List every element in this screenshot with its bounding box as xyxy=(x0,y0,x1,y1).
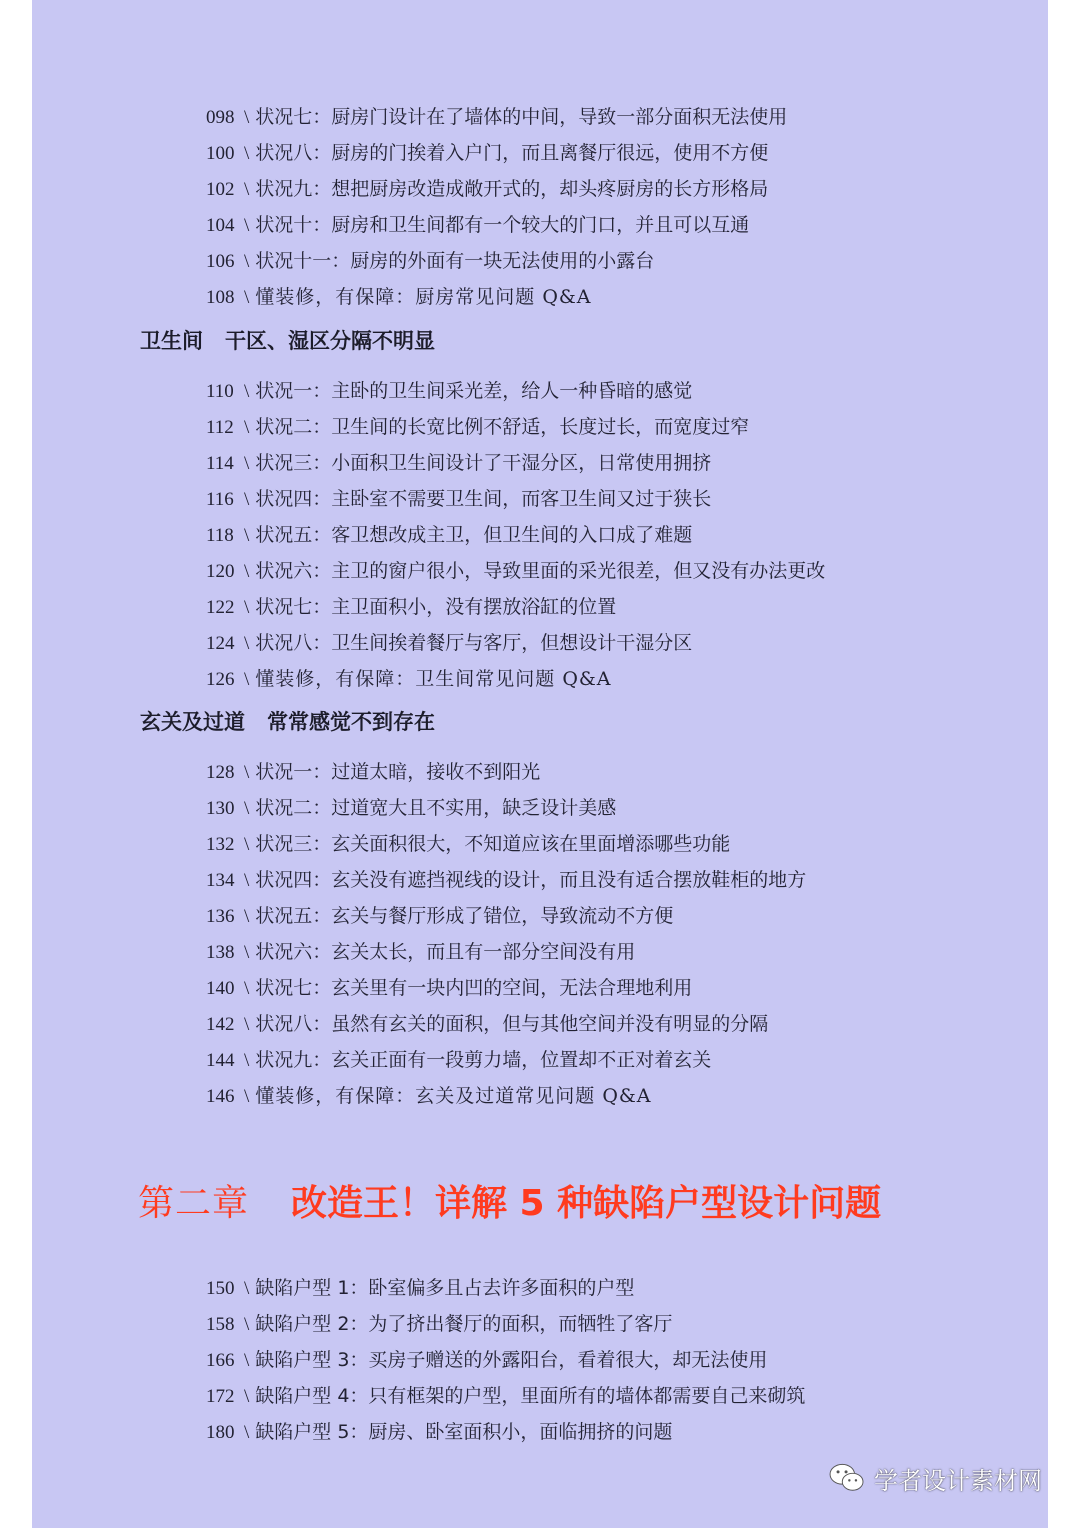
toc-entry xyxy=(206,102,787,132)
toc-entry xyxy=(206,592,616,622)
separator: \ xyxy=(244,561,250,582)
separator: \ xyxy=(244,287,250,308)
page-number: 122 xyxy=(206,597,235,618)
page-number: 108 xyxy=(206,287,235,308)
chapter-heading xyxy=(138,1176,881,1232)
page-number: 172 xyxy=(206,1386,235,1407)
entry-text: 状况三：小面积卫生间设计了干湿分区，日常使用拥挤 xyxy=(255,452,712,474)
toc-entry xyxy=(206,937,635,967)
entry-text: 懂装修，有保障：玄关及过道常见问题 Q&A xyxy=(255,1085,652,1107)
page-number: 136 xyxy=(206,906,235,927)
section-subtitle: 干区、湿区分隔不明显 xyxy=(225,329,435,353)
separator: \ xyxy=(244,669,250,690)
entry-text: 懂装修，有保障：厨房常见问题 Q&A xyxy=(255,286,592,308)
toc-entry xyxy=(206,1009,768,1039)
entry-text: 状况四：玄关没有遮挡视线的设计，而且没有适合摆放鞋柜的地方 xyxy=(255,869,807,891)
page-number: 130 xyxy=(206,798,235,819)
separator: \ xyxy=(244,215,250,236)
page-number: 106 xyxy=(206,251,235,272)
entry-text: 状况十：厨房和卫生间都有一个较大的门口，并且可以互通 xyxy=(255,214,750,236)
entry-text: 缺陷户型 2：为了挤出餐厅的面积，而牺牲了客厅 xyxy=(255,1313,673,1335)
toc-entry xyxy=(206,138,768,168)
watermark xyxy=(828,1458,1042,1498)
separator: \ xyxy=(244,251,250,272)
page-number: 102 xyxy=(206,179,235,200)
entry-text: 状况八：厨房的门挨着入户门，而且离餐厅很远，使用不方便 xyxy=(255,142,769,164)
separator: \ xyxy=(244,1314,250,1335)
entry-text: 状况九：玄关正面有一段剪力墙，位置却不正对着玄关 xyxy=(255,1049,712,1071)
toc-entry-qa xyxy=(206,1081,652,1111)
page-number: 114 xyxy=(206,453,234,474)
toc-entry xyxy=(206,556,825,586)
toc-entry xyxy=(206,1417,672,1447)
page-number: 118 xyxy=(206,525,234,546)
toc-entry xyxy=(206,1381,805,1411)
entry-text: 缺陷户型 3：买房子赠送的外露阳台，看着很大，却无法使用 xyxy=(255,1349,768,1371)
page-number: 180 xyxy=(206,1422,235,1443)
separator: \ xyxy=(244,1350,250,1371)
toc-entry xyxy=(206,865,806,895)
separator: \ xyxy=(244,417,250,438)
toc-entry xyxy=(206,793,616,823)
separator: \ xyxy=(244,978,250,999)
entry-text: 状况七：厨房门设计在了墙体的中间，导致一部分面积无法使用 xyxy=(255,106,788,128)
toc-entry-qa xyxy=(206,664,612,694)
entry-text: 状况五：玄关与餐厅形成了错位，导致流动不方便 xyxy=(255,905,674,927)
page-number: 112 xyxy=(206,417,234,438)
separator: \ xyxy=(244,1086,250,1107)
chapter-title: 改造王！详解 5 种缺陷户型设计问题 xyxy=(291,1183,882,1224)
page-number: 132 xyxy=(206,834,235,855)
page-number: 134 xyxy=(206,870,235,891)
toc-entry xyxy=(206,1309,672,1339)
separator: \ xyxy=(244,834,250,855)
separator: \ xyxy=(244,1386,250,1407)
entry-text: 缺陷户型 1：卧室偏多且占去许多面积的户型 xyxy=(255,1277,635,1299)
page-number: 104 xyxy=(206,215,235,236)
toc-entry xyxy=(206,757,540,787)
toc-entry xyxy=(206,174,768,204)
section-heading-bathroom xyxy=(140,324,435,358)
chapter-label: 第二章 xyxy=(138,1183,250,1224)
entry-text: 懂装修，有保障：卫生间常见问题 Q&A xyxy=(255,668,612,690)
page-number: 124 xyxy=(206,633,235,654)
toc-entry xyxy=(206,210,749,240)
section-title: 玄关及过道 xyxy=(140,710,245,734)
entry-text: 状况二：过道宽大且不实用，缺乏设计美感 xyxy=(255,797,617,819)
entry-text: 状况四：主卧室不需要卫生间，而客卫生间又过于狭长 xyxy=(255,488,712,510)
entry-text: 状况九：想把厨房改造成敞开式的，却头疼厨房的长方形格局 xyxy=(255,178,769,200)
page-number: 116 xyxy=(206,489,234,510)
separator: \ xyxy=(244,942,250,963)
entry-text: 状况十一：厨房的外面有一块无法使用的小露台 xyxy=(255,250,655,272)
entry-text: 缺陷户型 5：厨房、卧室面积小，面临拥挤的问题 xyxy=(255,1421,673,1443)
toc-entry xyxy=(206,1345,767,1375)
separator: \ xyxy=(244,525,250,546)
page-number: 110 xyxy=(206,381,234,402)
watermark-text: 学者设计素材网 xyxy=(874,1466,1042,1495)
page-number: 150 xyxy=(206,1278,235,1299)
page-number: 128 xyxy=(206,762,235,783)
book-page xyxy=(32,0,1048,1528)
toc-entry xyxy=(206,1045,711,1075)
section-heading-entrance xyxy=(140,705,435,739)
entry-text: 状况七：玄关里有一块内凹的空间，无法合理地利用 xyxy=(255,977,693,999)
page-number: 146 xyxy=(206,1086,235,1107)
entry-text: 状况六：玄关太长，而且有一部分空间没有用 xyxy=(255,941,636,963)
page-number: 098 xyxy=(206,107,235,128)
separator: \ xyxy=(244,762,250,783)
page-number: 100 xyxy=(206,143,235,164)
entry-text: 状况六：主卫的窗户很小，导致里面的采光很差，但又没有办法更改 xyxy=(255,560,826,582)
toc-entry-qa xyxy=(206,282,592,312)
toc-lines xyxy=(32,0,1048,1528)
toc-entry xyxy=(206,246,654,276)
entry-text: 状况三：玄关面积很大，不知道应该在里面增添哪些功能 xyxy=(255,833,731,855)
entry-text: 状况一：主卧的卫生间采光差，给人一种昏暗的感觉 xyxy=(255,380,693,402)
toc-entry xyxy=(206,973,692,1003)
separator: \ xyxy=(244,1050,250,1071)
section-subtitle: 常常感觉不到存在 xyxy=(267,710,435,734)
page-number: 166 xyxy=(206,1350,235,1371)
separator: \ xyxy=(244,1278,250,1299)
toc-entry xyxy=(206,901,673,931)
separator: \ xyxy=(244,453,250,474)
toc-entry xyxy=(206,412,749,442)
toc-entry xyxy=(206,484,711,514)
toc-entry xyxy=(206,1273,634,1303)
wechat-icon xyxy=(828,1462,866,1494)
entry-text: 状况二：卫生间的长宽比例不舒适，长度过长，而宽度过窄 xyxy=(255,416,750,438)
separator: \ xyxy=(244,798,250,819)
entry-text: 状况一：过道太暗，接收不到阳光 xyxy=(255,761,541,783)
page-number: 140 xyxy=(206,978,235,999)
toc-entry xyxy=(206,520,692,550)
separator: \ xyxy=(244,633,250,654)
separator: \ xyxy=(244,143,250,164)
page-number: 144 xyxy=(206,1050,235,1071)
section-title: 卫生间 xyxy=(140,329,203,353)
toc-entry xyxy=(206,376,692,406)
separator: \ xyxy=(244,381,250,402)
toc-entry xyxy=(206,829,730,859)
entry-text: 状况八：卫生间挨着餐厅与客厅，但想设计干湿分区 xyxy=(255,632,693,654)
page-number: 138 xyxy=(206,942,235,963)
separator: \ xyxy=(244,107,250,128)
toc-entry xyxy=(206,448,711,478)
entry-text: 状况七：主卫面积小，没有摆放浴缸的位置 xyxy=(255,596,617,618)
separator: \ xyxy=(244,870,250,891)
separator: \ xyxy=(244,597,250,618)
separator: \ xyxy=(244,489,250,510)
page-number: 158 xyxy=(206,1314,235,1335)
separator: \ xyxy=(244,906,250,927)
page-number: 120 xyxy=(206,561,235,582)
page-number: 126 xyxy=(206,669,235,690)
page-number: 142 xyxy=(206,1014,235,1035)
entry-text: 状况五：客卫想改成主卫，但卫生间的入口成了难题 xyxy=(255,524,693,546)
separator: \ xyxy=(244,179,250,200)
entry-text: 状况八：虽然有玄关的面积，但与其他空间并没有明显的分隔 xyxy=(255,1013,769,1035)
separator: \ xyxy=(244,1014,250,1035)
toc-entry xyxy=(206,628,692,658)
entry-text: 缺陷户型 4：只有框架的户型，里面所有的墙体都需要自己来砌筑 xyxy=(255,1385,806,1407)
separator: \ xyxy=(244,1422,250,1443)
